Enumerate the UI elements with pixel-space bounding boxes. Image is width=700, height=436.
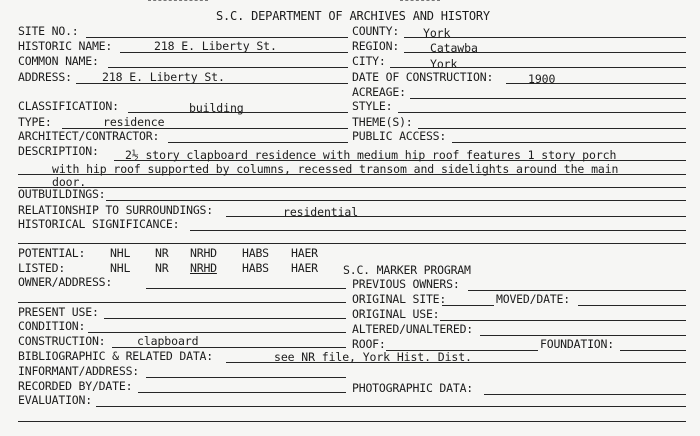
- original-use-line: [440, 320, 686, 321]
- architect-line: [168, 142, 348, 143]
- listed-nhl: NHL: [110, 261, 131, 275]
- historical-significance-line: [190, 230, 686, 231]
- present-use-line: [104, 318, 346, 319]
- themes-line: [418, 128, 686, 129]
- owner-address-line: [146, 288, 346, 289]
- construction-label: CONSTRUCTION:: [18, 334, 106, 348]
- owner-address-label: OWNER/ADDRESS:: [18, 275, 113, 289]
- historic-name-label: HISTORIC NAME:: [18, 39, 113, 53]
- description-label: DESCRIPTION:: [18, 144, 99, 158]
- public-access-label: PUBLIC ACCESS:: [352, 129, 447, 143]
- address-label: ADDRESS:: [18, 70, 72, 84]
- listed-nrhd-selected: NRHD: [190, 261, 217, 275]
- present-use-label: PRESENT USE:: [18, 305, 99, 319]
- outbuildings-line: [106, 200, 686, 201]
- listed-haer: HAER: [291, 261, 318, 275]
- relationship-label: RELATIONSHIP TO SURROUNDINGS:: [18, 203, 213, 217]
- condition-line: [88, 332, 346, 333]
- potential-label: POTENTIAL:: [18, 246, 86, 260]
- historic-name-line: [120, 52, 348, 53]
- potential-habs: HABS: [242, 246, 269, 260]
- owner-address-line-2: [18, 302, 346, 303]
- informant-line: [146, 377, 346, 378]
- construction-value: clapboard: [137, 334, 199, 348]
- foundation-line: [620, 350, 686, 351]
- top-dash-mark: [148, 0, 208, 1]
- city-line: [390, 67, 686, 68]
- style-label: STYLE:: [352, 99, 393, 113]
- foundation-label: FOUNDATION:: [540, 337, 614, 351]
- date-construction-line: [506, 83, 686, 84]
- potential-haer: HAER: [291, 246, 318, 260]
- county-value: York: [423, 26, 451, 40]
- original-site-label: ORIGINAL SITE:: [352, 292, 447, 306]
- historic-name-value: 218 E. Liberty St.: [154, 39, 277, 53]
- previous-owners-label: PREVIOUS OWNERS:: [352, 277, 460, 291]
- informant-label: INFORMANT/ADDRESS:: [18, 364, 140, 378]
- moved-date-label: MOVED/DATE:: [496, 292, 570, 306]
- recorded-by-line: [138, 392, 346, 393]
- historical-significance-label: HISTORICAL SIGNIFICANCE:: [18, 217, 180, 231]
- city-label: CITY:: [352, 54, 386, 68]
- potential-nhl: NHL: [110, 246, 131, 260]
- original-site-line: [442, 305, 494, 306]
- outbuildings-label: OUTBUILDINGS:: [18, 187, 106, 201]
- top-dash-mark: [400, 0, 440, 1]
- construction-line: [112, 347, 346, 348]
- bibliographic-value: see NR file, York Hist. Dist.: [274, 350, 472, 364]
- site-no-label: SITE NO.:: [18, 24, 79, 38]
- themes-label: THEME(S):: [352, 115, 413, 129]
- original-use-label: ORIGINAL USE:: [352, 307, 440, 321]
- common-name-line: [108, 67, 348, 68]
- roof-label: ROOF:: [352, 337, 386, 351]
- relationship-line: [226, 216, 686, 217]
- potential-nr: NR: [155, 246, 169, 260]
- date-construction-label: DATE OF CONSTRUCTION:: [352, 70, 494, 84]
- acreage-label: ACREAGE:: [352, 85, 406, 99]
- form-title: S.C. DEPARTMENT OF ARCHIVES AND HISTORY: [216, 9, 490, 23]
- classification-line: [128, 112, 348, 113]
- type-label: TYPE:: [18, 115, 52, 129]
- significance-line-2: [18, 243, 686, 244]
- roof-line: [386, 350, 538, 351]
- type-line: [62, 128, 348, 129]
- listed-nr: NR: [155, 261, 169, 275]
- classification-value: building: [189, 101, 244, 115]
- condition-label: CONDITION:: [18, 319, 86, 333]
- relationship-value: residential: [283, 205, 359, 219]
- common-name-label: COMMON NAME:: [18, 54, 99, 68]
- classification-label: CLASSIFICATION:: [18, 99, 119, 113]
- acreage-line: [410, 98, 686, 99]
- altered-label: ALTERED/UNALTERED:: [352, 322, 474, 336]
- county-label: COUNTY:: [352, 24, 400, 38]
- description-line-c: [18, 187, 686, 188]
- region-label: REGION:: [352, 39, 400, 53]
- description-line-a: [114, 160, 686, 161]
- listed-habs: HABS: [242, 261, 269, 275]
- description-line-2: with hip roof supported by columns, recessed transom and sidelights around the main: [52, 162, 619, 176]
- date-construction-value: 1900: [528, 72, 556, 86]
- region-value: Catawba: [430, 41, 478, 55]
- architect-label: ARCHITECT/CONTRACTOR:: [18, 129, 160, 143]
- description-line-b: [18, 174, 686, 175]
- photographic-label: PHOTOGRAPHIC DATA:: [352, 381, 474, 395]
- bibliographic-label: BIBLIOGRAPHIC & RELATED DATA:: [18, 349, 213, 363]
- evaluation-line-2: [18, 421, 686, 422]
- recorded-by-label: RECORDED BY/DATE:: [18, 379, 133, 393]
- address-line: [76, 83, 348, 84]
- potential-nrhd: NRHD: [190, 246, 217, 260]
- site-no-line: [86, 37, 348, 38]
- previous-owners-line: [468, 290, 686, 291]
- style-line: [398, 112, 686, 113]
- city-value: York: [430, 57, 458, 71]
- altered-line: [480, 335, 686, 336]
- county-line: [404, 37, 686, 38]
- marker-program-label: S.C. MARKER PROGRAM: [343, 263, 471, 277]
- bibliographic-line: [226, 362, 686, 363]
- region-line: [404, 52, 686, 53]
- description-line-3: door.: [52, 175, 87, 189]
- description-line-1: 2½ story clapboard residence with medium hip roof features 1 story porch: [125, 148, 617, 162]
- address-value: 218 E. Liberty St.: [102, 70, 225, 84]
- listed-label: LISTED:: [18, 261, 66, 275]
- photographic-line: [484, 394, 686, 395]
- evaluation-line: [96, 406, 686, 407]
- public-access-line: [452, 142, 686, 143]
- moved-date-line: [578, 305, 686, 306]
- evaluation-label: EVALUATION:: [18, 393, 92, 407]
- type-value: residence: [103, 115, 165, 129]
